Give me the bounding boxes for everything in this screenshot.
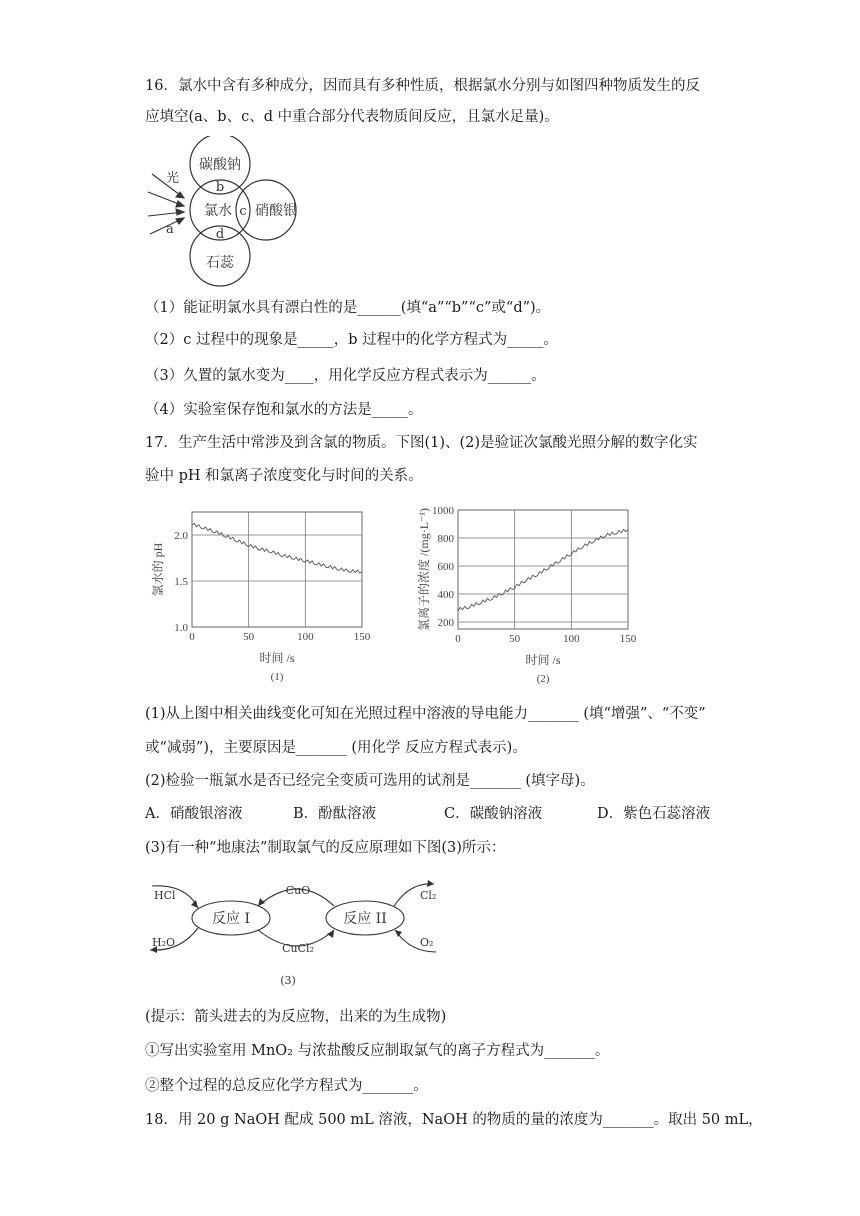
- y-tick-label: 1000: [432, 505, 454, 517]
- c-label: c: [239, 204, 247, 219]
- y-tick-label: 200: [437, 617, 454, 629]
- x-tick-label: 0: [455, 633, 461, 645]
- o2-arrowhead: [395, 930, 402, 937]
- option-c: C．碳酸钠溶液: [444, 806, 543, 822]
- q18-line1: 18．用 20 g NaOH 配成 500 mL 溶液，NaOH 的物质的量的浓度为_______。取出 50 mL，: [145, 1112, 763, 1128]
- cucl2-arrowhead: [327, 930, 334, 938]
- y-tick-label: 800: [437, 533, 454, 545]
- q17-line2: 验中 pH 和氯离子浓度变化与时间的关系。: [145, 468, 423, 484]
- q16-sub4: （4）实验室保存饱和氯水的方法是_____。: [145, 402, 423, 418]
- y-tick-label: 2.0: [174, 530, 188, 542]
- cuo-label: CuO: [285, 884, 311, 897]
- q16-sub3: （3）久置的氯水变为____，用化学反应方程式表示为______。: [145, 368, 546, 384]
- x-axis-label: 时间 /s: [259, 651, 295, 665]
- reaction-2-label: 反应 II: [343, 911, 387, 927]
- light-label: 光: [166, 171, 180, 186]
- x-axis-label: 时间 /s: [525, 653, 561, 667]
- hcl-label: HCl: [154, 889, 176, 902]
- y-axis-label: 氯离子的浓度 /(mg·L⁻¹): [417, 508, 431, 631]
- d-label: d: [215, 227, 225, 242]
- x-tick-label: 0: [189, 631, 195, 643]
- h2o-label: H₂O: [152, 936, 176, 949]
- venn-diagram: [138, 136, 308, 288]
- cl2-arrowhead: [427, 880, 434, 887]
- option-d: D．紫色石蕊溶液: [597, 806, 711, 822]
- q16-sub1: （1）能证明氯水具有漂白性的是______(填“a”“b”“c”或“d”)。: [145, 300, 551, 316]
- option-b: B．酚酞溶液: [293, 806, 377, 822]
- y-tick-label: 1.0: [174, 622, 188, 634]
- sodium-carbonate-label: 碳酸钠: [199, 157, 241, 173]
- b-label: b: [215, 180, 225, 195]
- q17-sub1a: (1)从上图中相关曲线变化可知在光照过程中溶液的导电能力_______ (填“增强”、“不变”: [145, 706, 706, 722]
- y-tick-label: 600: [437, 561, 454, 573]
- y-axis-label: 氯水的 pH: [151, 542, 165, 597]
- cuo-arrowhead: [258, 898, 265, 906]
- series-line: [192, 523, 362, 573]
- x-tick-label: 100: [563, 633, 580, 645]
- q16-line1: 16．氯水中含有多种成分，因而具有多种性质，根据氯水分别与如图四种物质发生的反: [145, 78, 700, 94]
- q17-sub1b: 或“减弱”)，主要原因是_______ (用化学 反应方程式表示)。: [145, 740, 527, 756]
- option-a: A．硝酸银溶液: [145, 806, 243, 822]
- y-tick-label: 1.5: [174, 576, 188, 588]
- hcl-arrowhead: [191, 900, 198, 908]
- reaction-1-label: 反应 I: [212, 911, 250, 927]
- q17-hint: (提示：箭头进去的为反应物，出来的为生成物): [145, 1009, 447, 1025]
- cl2-label: Cl₂: [420, 889, 437, 902]
- silver-nitrate-label: 硝酸银: [255, 203, 297, 219]
- chloride-chart: [392, 496, 642, 688]
- chart-caption: (2): [536, 673, 550, 685]
- x-tick-label: 150: [619, 633, 637, 645]
- diagram-caption: (3): [280, 974, 296, 987]
- litmus-label: 石蕊: [206, 255, 234, 271]
- deacon-process-diagram: [140, 872, 470, 992]
- y-tick-label: 400: [437, 589, 454, 601]
- q16-sub2: （2）c 过程中的现象是_____，b 过程中的化学方程式为_____。: [145, 332, 558, 348]
- plot-frame: [458, 510, 628, 629]
- o2-label: O₂: [420, 936, 434, 949]
- x-tick-label: 100: [297, 631, 314, 643]
- q17-circ2: ②整个过程的总反应化学方程式为_______。: [145, 1078, 428, 1094]
- chart-caption: (1): [270, 671, 284, 683]
- series-line: [458, 529, 628, 611]
- q17-sub3: (3)有一种“地康法”制取氯气的反应原理如下图(3)所示：: [145, 840, 506, 856]
- q16-line2: 应填空(a、b、c、d 中重合部分代表物质间反应，且氯水足量)。: [145, 109, 559, 125]
- x-tick-label: 50: [243, 631, 255, 643]
- x-tick-label: 150: [353, 631, 371, 643]
- a-label: a: [166, 222, 174, 237]
- q17-sub2: (2)检验一瓶氯水是否已经完全变质可选用的试剂是_______ (填字母)。: [145, 773, 595, 789]
- x-tick-label: 50: [509, 633, 521, 645]
- cucl2-label: CuCl₂: [282, 942, 314, 955]
- q17-line1: 17．生产生活中常涉及到含氯的物质。下图(1)、(2)是验证次氯酸光照分解的数字化实: [145, 435, 698, 451]
- ph-chart: [140, 496, 380, 688]
- chlorine-water-label: 氯水: [204, 203, 232, 219]
- q17-circ1: ①写出实验室用 MnO₂ 与浓盐酸反应制取氯气的离子方程式为_______。: [145, 1043, 610, 1059]
